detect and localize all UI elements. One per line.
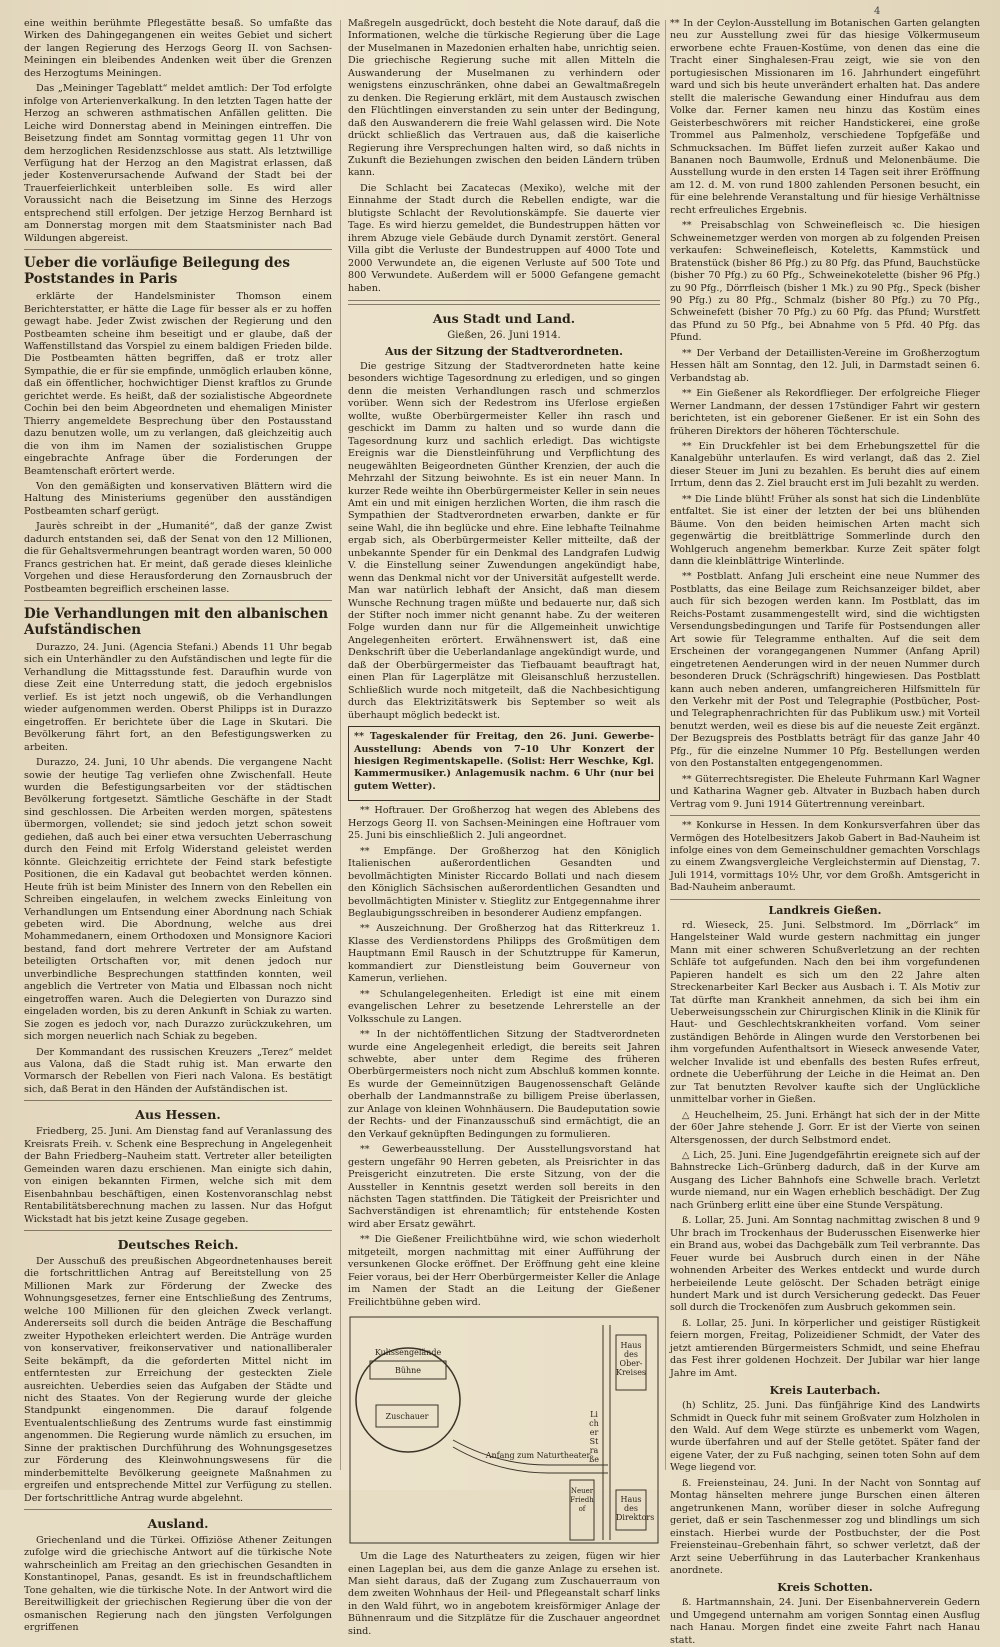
headline-post-strike: Ueber die vorläufige Beilegung des Poststandes in Paris [24, 255, 290, 288]
article-paragraph: ** Preisabschlag von Schweinefleisch ꝛc. Die hiesigen Schweinemetzger werden von morgen ab zu folgenden Preisen verkaufen: Schweinefleisch, Koteletts, Kammstück und Bratenstück (bisher 86 Pfg.) zu 80 Pfg. das Pfund, Bauchstücke (bisher 70 Pfg.) zu 60 Pfg., Schweinekotelette (bisher 96 Pfg.) zu 90 Pfg., Dörrfleisch (bisher 1 Mk.) zu 90 Pfg., Speck (bisher 90 Pfg.) zu 80 Pfg., Schmalz (bisher 80 Pfg.) zu 70 Pfg., Schweinefett (bisher 70 Pfg.) zu 60 Pfg. das Pfund; Wurstfett das Pfund zu 50 Pfg., bei Abnahme von 5 Pfd. 40 Pfg. das Pfund. [670, 220, 980, 344]
article-paragraph: ** Konkurse in Hessen. In dem Konkursverfahren über das Vermögen des Hotelbesitzers Jakob Gabert in Bad-Nauheim ist infolge eines von dem Gemeinschuldner gemachten Vorschlags zu einem Zwangsvergleiche Vergleichstermin auf Dienstag, 7. Juli 1914, vormittags 10½ Uhr, vor dem Großh. Amtsgericht in Bad-Nauheim anberaumt. [670, 820, 980, 894]
section-heading-schotten: Kreis Schotten. [777, 1581, 873, 1595]
section-heading-lauterbach: Kreis Lauterbach. [769, 1384, 881, 1398]
divider [24, 249, 332, 250]
article-paragraph: Die Schlacht bei Zacatecas (Mexiko), welche mit der Einnahme der Stadt durch die Rebellen endigte, war die blutigste Schlacht der Revolutionskämpfe. Sie dauerte vier Tage. Es wird hierzu gemeldet, die Bundestruppen hätten vor ihrem Abzuge viele Gebäude durch Dynamit zerstört. General Villa gibt die Verluste der Bundestruppen auf 4000 Tote und 2000 Verwundete an, die eigenen Verluste auf 500 Tote und 800 Verwundete. Außerdem will er 5000 Gefangene gemacht haben. [348, 182, 660, 294]
calendar-box [348, 726, 660, 801]
section-heading-ausland: Ausland. [147, 1516, 209, 1532]
article-paragraph: Griechenland und die Türkei. Offiziöse Athener Zeitungen zufolge wird die griechische Antwort auf die türkische Note wahrscheinlich am Freitag an den griechischen Gesandten in Konstantinopel, Panas, gesandt. Es ist in freundschaftlichem Tone gehalten, wie die türkische Note. In der Antwort wird die Bereitwilligkeit der griechischen Regierung über die von der osmanischen Regierung nach den jüngsten Verfolgungen ergriffenen [24, 1535, 332, 1634]
article-paragraph: eine weithin berühmte Pflegestätte besaß. So umfaßte das Wirken des Dahingegangenen ein weites Gebiet und sichert der langen Regierung des Herzogs Georg II. von Sachsen-Meiningen ein bleibendes Andenken weit über die Grenzen des Herzogtums Meiningen. [24, 18, 332, 79]
section-heading-landkreis: Landkreis Gießen. [768, 903, 882, 917]
article-paragraph: ** Der Verband der Detaillisten-Vereine im Großherzogtum Hessen hält am Sonntag, den 12. Juli, in Darmstadt seinen 6. Verbandstag ab. [670, 347, 980, 384]
article-paragraph: ß. Lollar, 25. Juni. In körperlicher und geistiger Rüstigkeit feiern morgen, Freitag, Polizeidiener Schmidt, der Vater des jetzt amtierenden Bürgermeisters Schmidt, und seine Ehefrau das Fest ihrer goldenen Hochzeit. Der Jubilar war hier lange Jahre im Amt. [670, 1317, 980, 1379]
divider [24, 1509, 332, 1510]
article-paragraph: Durazzo, 24. Juni, 10 Uhr abends. Die vergangene Nacht sowie der heutige Tag verliefen ohne Zwischenfall. Heute wurden die Befestigungsarbeiten vor der städtischen Bevölkerung fortgesetzt. Sämtliche Geschäfte in der Stadt sind geschlossen. Die Arbeiten werden morgen, spätestens übermorgen, vollendet; sie sind jedoch jetzt schon soweit gediehen, daß auch bei einer etwa versuchten Ueberraschung durch den Feind mit Erfolg Widerstand geleistet werden könnte. Gleichzeitig errichtete der Feind stark befestigte Positionen, die ein Kadaval gut beobachtet werden können. Heute früh ist beim Minister des Innern von den Rebellen ein Schreiben eingelaufen, in welchem zwecks Einleitung von Verhandlungen um Entsendung einer Abordnung nach Schiak gebeten wird. Die Abordnung, welche aus drei Mohammedanern, einem Orthodoxen und Monsignore Kaciori bestand, fand dort mehrere Vertreter der am Aufstand beteiligten Ortschaften vor, mit denen jedoch nur unverbindliche Besprechungen stattfinden konnten, weil angeblich die Vertreter von Matia und Elbassan noch nicht eingetroffen waren. Auch die Delegierten von Durazzo sind eingeladen worden, bis zu deren Ankunft in Schiak zu warten. Sie zogen es jedoch vor, nach Durazzo zurückzukehren, um sich morgen neuerlich nach Schiak zu begeben. [24, 757, 332, 1043]
divider [24, 1230, 332, 1231]
divider [24, 600, 332, 601]
article-paragraph: ** Gewerbeausstellung. Der Ausstellungsvorstand hat gestern ungefähr 90 Herren gebeten, als Preisrichter in das Preisgericht einzutreten. Die erste Sitzung, von der die Aussteller in Kenntnis gesetzt werden soll bereits in den nächsten Tagen stattfinden. Die Tätigkeit der Preisrichter und Sachverständigen ist ehrenamtlich; für entstehende Kosten wird aber Ersatz gewährt. [348, 1144, 660, 1230]
site-plan-map [348, 1315, 660, 1545]
article-paragraph: Das „Meininger Tageblatt“ meldet amtlich: Der Tod erfolgte infolge von Arterienverkalkung. In den letzten Tagen hatte der Herzog an schweren asthmatischen Anfällen gelitten. Die Leiche wird Donnerstag abend in Meiningen eintreffen. Die Beisetzung findet am Sonntag vormittag gegen 11 Uhr von dem herzoglichen Residenzschlosse aus statt. Als letztwillige Verfügung hat der Herzog an den Magistrat erlassen, daß jeder Kostenverursachende Aufwand der Stadt bei der Trauerfeierlichkeit unterbleiben solle. Es wird aller Voraussicht nach die Beisetzung im Sinne des Herzogs entsprechend still erfolgen. Der jetzige Herzog Bernhard ist am Donnerstag morgen mit dem Staatsminister nach Bad Wildungen abgereist. [24, 83, 332, 244]
divider [670, 815, 980, 816]
map-label-kulissen: Kulissengelände [374, 1348, 442, 1358]
article-paragraph: Durazzo, 24. Juni. (Agencia Stefani.) Abends 11 Uhr begab sich ein Unterhändler zu den Aufständischen und legte für die Verhandlung die Mittagsstunde fest. Daraufhin wurde von diese Zeit eine Unterredung statt, die jedoch ergebnislos verlief. Es ist jetzt noch ungewiß, ob die Verhandlungen wieder aufgenommen werden. Oberst Philipps ist in Durazzo eingetroffen. Er berichtete über die Lage in Skutari. Die Bevölkerung fährt fort, an den Befestigungswerken zu arbeiten. [24, 642, 332, 753]
article-paragraph: erklärte der Handelsminister Thomson einem Berichterstatter, er hätte die Lage für besser als er zu hoffen gewagt habe. Jeder Zwist zwischen der Regierung und den Postbeamten scheine ihm beseitigt und er glaube, daß der Waffenstillstand das Vorspiel zu einem baldigen Frieden bilde. Die Postbeamten hätten begriffen, daß er trotz aller Sympathie, die er für sie empfinde, unmöglich erlauben könne, daß ein öffentlicher, hochwichtiger Dienst kraftlos zu Grunde gerichtet werde. Es heißt, daß der sozialistische Abgeordnete Cochin bei den beim Abgeordneten und ehemaligen Minister Thierry angemeldete Besprechung über den Postausstand dazu benutzen wolle, um zu verlangen, daß gleichzeitig auch die von ihm im Namen der sozialistischen Gruppe eingebrachte Anfrage über die Forderungen der Beamtenschaft erörtert werde. [24, 291, 332, 477]
article-paragraph: Um die Lage des Naturtheaters zu zeigen, fügen wir hier einen Lageplan bei, aus dem die ganze Anlage zu ersehen ist. Man sieht daraus, daß der Zugang zum Zuschauerraum von dem zweiten Wohnhaus der Heil- und Pflegeanstalt scharf links in den Wald führt, wo in angebotem kreisförmiger Anlage der Bühnenraum und die Sitzplätze für die Zuschauer angeordnet sind. [348, 1551, 660, 1637]
section-heading-hessen: Aus Hessen. [135, 1107, 221, 1123]
map-label-friedhof: Neuer Friedhof [570, 1487, 594, 1514]
article-paragraph: Der Kommandant des russischen Kreuzers „Terez“ meldet aus Valona, daß die Stadt ruhig ist. Man erwarte den Vormarsch der Rebellen von Fieri nach Valona. Es bestätigt sich, daß Berat in den Händen der Aufständischen ist. [24, 1046, 332, 1095]
divider [348, 300, 660, 305]
map-label-haus-direktor: Haus des Direktors [616, 1495, 655, 1523]
article-paragraph: ** Schulangelegenheiten. Erledigt ist eine mit einem evangelischen Lehrer zu besetzende Lehrerstelle an der Volksschule zu Langen. [348, 988, 660, 1025]
dateline: Gießen, 26. Juni 1914. [447, 329, 561, 341]
map-label-haus-ober: Haus des Ober-Kreises [616, 1341, 647, 1378]
article-paragraph: ** In der nichtöffentlichen Sitzung der Stadtverordneten wurde eine Angelegenheit erledigt, die bereits seit Jahren schwebte, aber unter dem Regime des früheren Oberbürgermeisters noch nicht zum Abschluß kommen konnte. Es wurde der Gemeinnützigen Baugenossenschaft Gelände oberhalb der Landmannstraße zu billigem Preise überlassen, zur Anlage von kleinen Wohnhäusern. Die Baudeputation sowie der Rechts- und der Finanzausschuß sind ermächtigt, die an den Verkauf geknüpften Bedingungen zu formulieren. [348, 1029, 660, 1140]
page-number: 4 [874, 6, 881, 17]
article-paragraph: Von den gemäßigten und konservativen Blättern wird die Haltung des Ministeriums gegenüber den ausständigen Postbeamten scharf gerügt. [24, 480, 332, 517]
article-paragraph: rd. Wieseck, 25. Juni. Selbstmord. Im „Dörrlack“ im Hangelsteiner Wald wurde gestern nachmittag ein junger Mann mit einer schweren Schußverletzung an der rechten Schläfe tot aufgefunden. Nach den bei ihm vorgefundenen Papieren handelt es sich um den 22 Jahre alten Streckenarbeiter Karl Becker aus Ausbach i. T. Als Motiv zur Tat dürfte man Krankheit annehmen, da sich bei ihm ein Ueberweisungsschein zur Chirurgischen Klinik in die Klinik für Haut- und Geschlechtskrankheiten vorfand. Vom seiner zuständigen Behörde in Alingen wurde den Verstorbenen bei ihm vorgefunden Aufenthaltsort in Wieseck anwesende Vater, welcher Invalide ist und ebenfalls des besten Rufes erfreut, ordnete die Ueberführung der Leiche in die Heimat an. Den zur Tat benutzten Revolver kaufte sich der Unglückliche unmittelbar vorher in Gießen. [670, 919, 980, 1106]
article-paragraph: ** Ein Druckfehler ist bei dem Erhebungszettel für die Kanalgebühr unterlaufen. Es wird verlangt, daß das 2. Ziel dieser Steuer im Juni zu bezahlen. Es beruht dies auf einem Irrtum, denn das 2. Ziel braucht erst im Juli bezahlt zu werden. [670, 440, 980, 490]
article-paragraph: ** Die Gießener Freilichtbühne wird, wie schon wiederholt mitgeteilt, morgen nachmittag mit einer Aufführung der versunkenen Glocke eröffnet. Der Eröffnung geht eine kleine Feier voraus, bei der Herr Oberbürgermeister Keller die Anlage im Namen der Stadt an die Leitung der Gießener Freilichtbühne geben wird. [348, 1234, 660, 1308]
article-paragraph: ** Die Linde blüht! Früher als sonst hat sich die Lindenblüte entfaltet. Sie ist einer der letzten der bei uns blühenden Bäume. Von den beiden heimischen Arten macht sich gegenwärtig die breitblättrige Sommerlinde durch den Wohlgeruch angenehm bemerkbar. Kurze Zeit später folgt dann die kleinblättrige Winterlinde. [670, 493, 980, 568]
divider [670, 899, 980, 900]
map-label-zuschauer: Zuschauer [385, 1412, 429, 1422]
divider [24, 1100, 332, 1101]
article-paragraph: ** Ein Gießener als Rekordflieger. Der erfolgreiche Flieger Werner Landmann, der dessen 17stündiger Fahrt wir gestern berichteten, ist ein geborener Gießener. Er ist ein Sohn des früheren Direktors der höheren Töchterschule. [670, 388, 980, 437]
article-paragraph: ß. Freiensteinau, 24. Juni. In der Nacht von Sonntag auf Montag hänselten mehrere junge Burschen einen älteren angetrunkenen Mann, worüber dieser in solche Aufregung geriet, daß er sein Taschenmesser zog und blindlings um sich einstach. Hierbei wurde der Postbuchster, der die Post Freiensteinau–Grebenhain fährt, so schwer verletzt, daß der Arzt seine Ueberführung in das Lauterbacher Krankenhaus anordnete. [670, 1477, 980, 1577]
map-label-anfang: Anfang zum Naturtheater [485, 1451, 591, 1461]
article-paragraph: Maßregeln ausgedrückt, doch besteht die Note darauf, daß die Informationen, welche die türkische Regierung über die Lage der Muselmanen in Mazedonien erhalten habe, unrichtig seien. Die griechische Regierung suche mit allen Mitteln die Auswanderung der Muselmanen zu verhindern oder wenigstens einzuschränken, ohne dabei an Gewaltmaßregeln zu denken. Die Regierung erklärt, mit dem Austausch zwischen den Flüchtlingen einverstanden zu sein unter der Bedingung, daß den Auswanderern die freie Wahl gelassen wird. Die Note drückt schließlich das Vertrauen aus, daß die kaiserliche Regierung ihre Versprechungen halten wird, so daß nichts in Zukunft die Beziehungen zwischen den beiden Ländern trüben kann. [348, 18, 660, 179]
article-paragraph: ** Empfänge. Der Großherzog hat den Königlich Italienischen außerordentlichen Gesandten und bevollmächtigten Minister Riccardo Bollati und nach diesem den Königlich Sächsischen außerordentlichen Gesandten und bevollmächtigten Minister v. Stieglitz zur Entgegennahme ihrer Beglaubigungsschreiben in besonderer Audienz empfangen. [348, 845, 660, 919]
article-paragraph: ß. Hartmannshain, 24. Juni. Der Eisenbahnerverein Gedern und Umgegend unternahm am vorigen Sonntag einen Ausflug nach Hanau. Morgen findet eine zweite Fahrt nach Hanau statt. [670, 1597, 980, 1646]
column-1 [24, 18, 332, 1634]
section-heading-stadt-land: Aus Stadt und Land. [432, 310, 576, 326]
article-paragraph: Die gestrige Sitzung der Stadtverordneten hatte keine besonders wichtige Tagesordnung zu erledigen, und so gingen denn die meisten Verhandlungen rasch und schmerzlos vorüber. Wenn sich der Redestrom ins Uferlose ergießen wollte, wußte Oberbürgermeister Keller ihn rasch und geschickt im Damm zu halten und so wurde dann die Tagesordnung kurz und sachlich erledigt. Das wichtigste Ereignis war die Dienstleinführung und Verpflichtung des neugewählten Beigeordneten Günther Krenzien, der auch die Mehrzahl der Sitzung beiwohnte. Es ist ein neuer Mann. In kurzer Rede weihte ihn Oberbürgermeister Keller in sein neues Amt ein und mit einigen herzlichen Worten, die ihm rasch die Sympathien der Stadtverordneten erwarben, dankte er für seine Wahl, die ihn beglücke und ehre. Eine lebhafte Teilnahme ergab sich, als Oberbürgermeister Keller mitteilte, daß der unbekannte Spender für ein Denkmal des Landgrafen Ludwig V. die Einstellung seiner Zuwendungen angekündigt habe, wenn das Denkmal nicht vor der Universität aufgestellt werde. Man war natürlich lebhaft der Ansicht, daß man diesem Wunsche Rechnung tragen müßte und bedauerte nur, daß sich der Stifter noch immer nicht genannt habe. Zu der weiteren Folge wurden dann nur für die Allgemeinheit unwichtige Angelegenheiten erörtert. Erwähnenswert ist, daß eine Denkschrift über die Ueberlandanlage angekündigt wurde, und daß der Oberbürgermeister das Tiefbauamt beauftragt hat, einen Plan für Lagerplätze mit Gleisanschluß herzustellen. Schließlich wurde noch mitgeteilt, daß die Nachbesichtigung durch das Elektrizitätswerk bis September so weit als überhaupt möglich bedeckt ist. [348, 360, 660, 721]
column-3 [670, 18, 980, 1646]
article-paragraph: (h) Schlitz, 25. Juni. Das fünfjährige Kind des Landwirts Schmidt in Queck fuhr mit seinem Großvater zum Holzholen in den Wald. Auf dem Wege stürzte es unbemerkt vom Wagen, wurde überfahren und auf der Stelle getötet. Später fand der eigene Vater, der zu Fuß nachging, seinen toten Sohn auf dem Wege liegend vor. [670, 1400, 980, 1474]
article-paragraph: ** Auszeichnung. Der Großherzog hat das Ritterkreuz 1. Klasse des Verdienstordens Philipps des Großmütigen dem Hauptmann Emil Rausch in der Schutztruppe für Kamerun, kommandiert zur Dienstleistung beim Gouverneur von Kamerun, verliehen. [348, 923, 660, 985]
column-2 [348, 18, 660, 1637]
article-paragraph: Der Ausschuß des preußischen Abgeordnetenhauses bereit die fortschrittlichen Antrag auf Bereitstellung von 25 Millionen Mark zur Förderung der Zwecke des Wohnungsgesetzes, ferner eine Entschließung des Zentrums, welche 100 Millionen für den gleichen Zweck verlangt. Andererseits soll durch die beiden Anträge die Beschaffung zweiter Hypotheken erleichtert werden. Die Anträge wurden von konservativer, freikonservativer und nationalliberaler Seite bekämpft, da die geforderten Mittel nicht im entferntesten zur Erreichung der gesteckten Ziele ausreichten. Ueberdies seien das Aufgaben der Städte und nicht des Staates. Von der Regierung wurde der gleiche Standpunkt eingenommen. Die darauf folgende Eventualentschließung des Zentrums wurde fast einstimmig angenommen. Die Regierung wurde nämlich zu ersuchen, im Sinne der praktischen Durchführung des Wohnungsgesetzes zur Förderung des Kleinwohnungswesens für die minderbemittelte Bevölkerung geeignete Maßnahmen zu ergreifen und entsprechende Mittel zur Verfügung zu stellen. Der fortschrittliche Antrag wurde abgelehnt. [24, 1255, 332, 1504]
map-label-strasse: Licher Straße [588, 1410, 600, 1465]
article-paragraph: ** Güterrechtsregister. Die Eheleute Fuhrmann Karl Wagner und Katharina Wagner geb. Altvater in Buzbach haben durch Vertrag vom 9. Juni 1914 Gütertrennung vereinbart. [670, 773, 980, 810]
article-paragraph: ** In der Ceylon-Ausstellung im Botanischen Garten gelangten neu zur Ausstellung zwei für das hiesige Völkermuseum erworbene echte Frauen-Kostüme, von denen das eine die Tracht einer Singhalesen-Frau zeigt, wie sie von den portugiesischen Missionaren im 16. Jahrhundert eingeführt ward und sich bis heute unverändert erhalten hat. Das andere stellt die malerische Gewandung einer Hindufrau aus dem Volke dar. Ferner kamen neu hinzu das Kostüm eines Geisterbeschwörers mit reicher Handstickerei, eine große Trommel aus Palmenholz, verschiedene Topfgefäße und Schmucksachen. Im Büffet liefen zurzeit außer Kakao und Bananen noch Baumwolle, Erdnuß und Melonenbäume. Die Ausstellung wurde in den ersten 14 Tagen seit ihrer Eröffnung am 12. d. M. von rund 1800 zahlenden Personen besucht, ein für eine belehrende Veranstaltung und für hiesige Verhältnisse recht erfreuliches Ergebnis. [670, 18, 980, 216]
article-paragraph: ** Postblatt. Anfang Juli erscheint eine neue Nummer des Postblatts, das eine Beilage zum Reichsanzeiger bildet, aber auch für sich bezogen werden kann. Im Postblatt, das im Reichs-Postamt zusammengestellt wird, sind die wichtigsten Versendungsbedingungen und Tarife für Postsendungen aller Art sowie für Telegramme enthalten. Auf die seit dem Erscheinen der vorangegangenen Nummer (Anfang April) eingetretenen Aenderungen wird in der neuen Nummer durch besonderen Druck (Schrägschrift) hingewiesen. Das Postblatt kann auch neben anderen, umfangreicheren Hilfsmitteln für den Verkehr mit der Post und Telegraphie (Postbücher, Post- und Telegraphenrachrichten für das Publikum usw.) mit Vorteil benutzt werden, weil es diese bis auf die neueste Zeit ergänzt. Der Bezugspreis des Postblatts beträgt für das ganze Jahr 40 Pfg., für die einzelne Nummer 10 Pfg. Bestellungen werden von den Postanstalten entgegengenommen. [670, 571, 980, 770]
headline-albania: Die Verhandlungen mit den albanischen Aufständischen [24, 606, 329, 639]
section-heading-reich: Deutsches Reich. [117, 1236, 239, 1252]
article-paragraph: ß. Lollar, 25. Juni. Am Sonntag nachmittag zwischen 8 und 9 Uhr brach im Trockenhaus der Buderusschen Eisenwerke hier ein Brand aus, wobei das Dachgebälk zum Teil verbrannte. Das Feuer wurde bei Ausbruch durch einen in der Nähe wohnenden Arbeiter des Werkes entdeckt und wurde durch herbeieilende Leute gelöscht. Der Schaden beträgt einige hundert Mark und ist durch Versicherung gedeckt. Das Feuer soll durch die Trockenöfen zum Ausbruch gekommen sein. [670, 1215, 980, 1314]
article-paragraph: △ Lich, 25. Juni. Eine Jugendgefährtin ereignete sich auf der Bahnstrecke Lich–Grünberg dadurch, daß in der Kurve am Ausgang des Licher Bahnhofs eine Schwelle brach. Verletzt wurde niemand, nur ein Wagen erheblich beschädigt. Der Zug nach Grünberg erlitt eine über eine Stunde Verspätung. [670, 1149, 980, 1211]
article-paragraph: ** Hoftrauer. Der Großherzog hat wegen des Ablebens des Herzogs Georg II. von Sachsen-Meiningen eine Hoftrauer vom 25. Juni bis einschließlich 2. Juli angeordnet. [348, 805, 660, 842]
article-paragraph: Friedberg, 25. Juni. Am Dienstag fand auf Veranlassung des Kreisrats Freih. v. Schenk eine Besprechung in Angelegenheit der Bahn Friedberg–Nauheim statt. Vertreter aller beteiligten Gemeinden waren dazu erschienen. Man einigte sich dahin, von einigen bekannten Firmen, welche sich mit dem Eisenbahnbau beschäftigen, einen Kostenvoranschlag nebst Rentabilitätsberechnung machen zu lassen. Nur das Hofgut Wickstadt hat bis jetzt keine Zusage gegeben. [24, 1126, 332, 1225]
article-paragraph: △ Heuchelheim, 25. Juni. Erhängt hat sich der in der Mitte der 60er Jahre stehende J. Gorr. Er ist der Vierte von seinen Altersgenossen, der durch Selbstmord endet. [670, 1109, 980, 1146]
column-rule [665, 20, 666, 1470]
article-paragraph: Jaurès schreibt in der „Humanité“, daß der ganze Zwist dadurch entstanden sei, daß der Senat von den 12 Millionen, die für Gehaltsvermehrungen beantragt worden waren, 50 000 Francs gestrichen hat. Er meint, daß gerade dieses kleinliche Vorgehen und diese Herausforderung den Zornausbruch der Postbeamten begreiflich erscheinen lasse. [24, 521, 332, 595]
headline-stadtverordneten: Aus der Sitzung der Stadtverordneten. [385, 344, 623, 358]
calendar-text: ** Tageskalender für Freitag, den 26. Juni. Gewerbe-Ausstellung: Abends von 7–10 Uhr Konzert der hiesigen Regimentskapelle. (Solist: Herr Weschke, Kgl. Kammermusiker.) Anlagemusik nachm. 6 Uhr (nur bei gutem Wetter). [354, 731, 654, 792]
map-label-buehne: Bühne [394, 1366, 422, 1376]
column-rule [340, 20, 341, 1470]
